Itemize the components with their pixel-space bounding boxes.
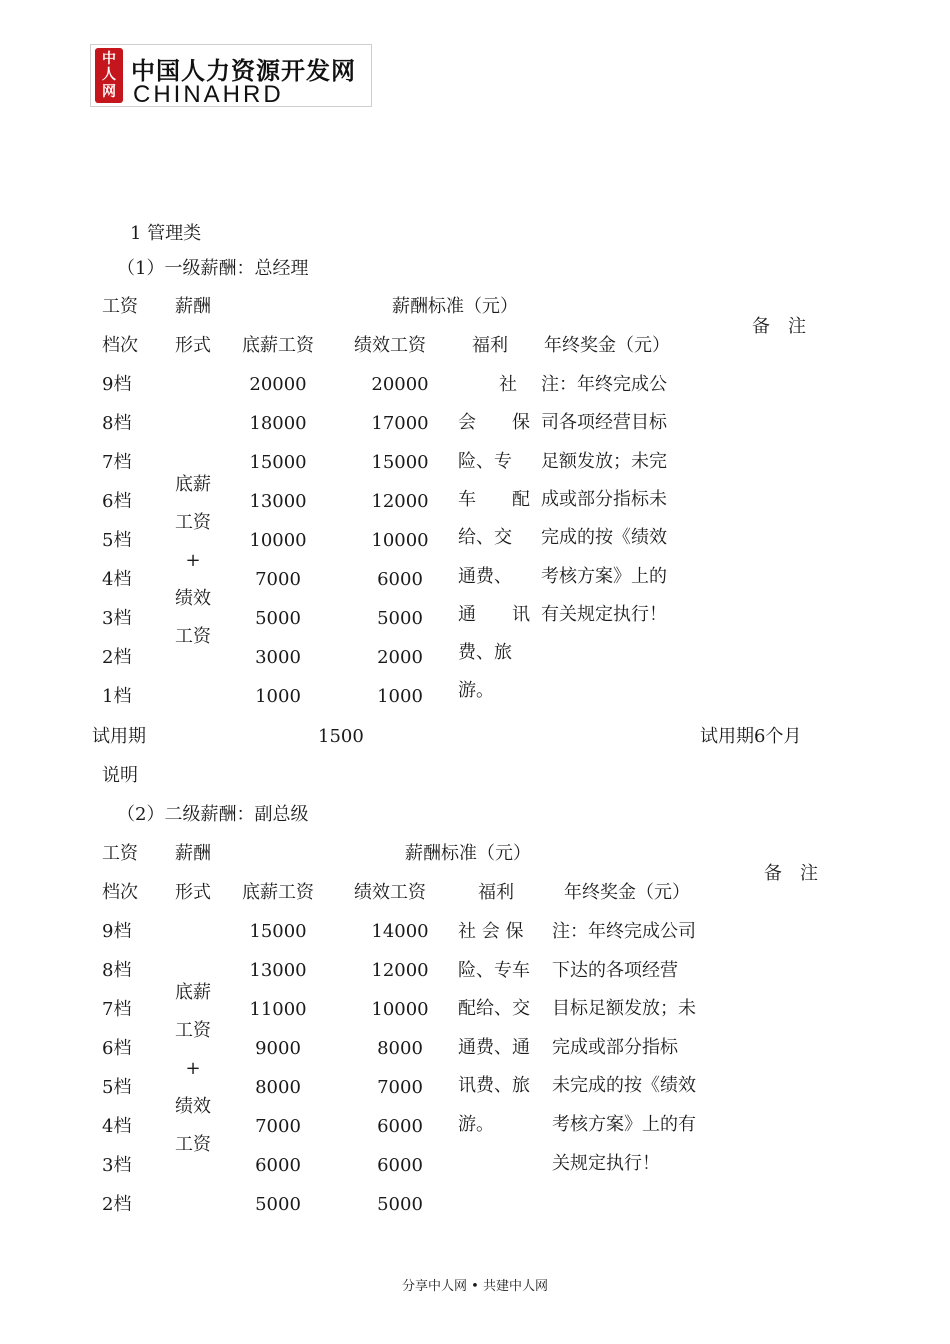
table-row-grade: 2档 [102, 647, 132, 668]
logo-name-en: CHINAHRD [133, 81, 284, 108]
welfare-line: 险、专车 [458, 959, 530, 981]
bonus-note-line: 完成的按《绩效 [541, 527, 667, 549]
col-header-bonus: 年终奖金（元） [544, 335, 670, 356]
table-row-base: 1000 [255, 686, 301, 707]
table-row-grade: 8档 [102, 960, 132, 981]
table-row-perf: 12000 [371, 491, 429, 512]
table-row-base: 7000 [255, 1116, 301, 1137]
s1-probation-note: 试用期6个月 [700, 726, 802, 747]
bonus-note-line: 关规定执行！ [552, 1152, 660, 1174]
table-row-base: 3000 [255, 647, 301, 668]
col-header-grade: 工资 [102, 296, 138, 317]
col-header-welfare: 福利 [472, 335, 508, 356]
col-header-standard: 薪酬标准（元） [392, 296, 518, 317]
table-row-perf: 6000 [377, 1116, 423, 1137]
table-row-base: 10000 [249, 530, 307, 551]
salary-form-line: 工资 [175, 1134, 211, 1155]
table-row-perf: 14000 [371, 921, 429, 942]
table-row-grade: 7档 [102, 452, 132, 473]
table-row-perf: 5000 [377, 1194, 423, 1215]
col-header-form: 薪酬 [175, 843, 211, 864]
table-row-grade: 3档 [102, 1155, 132, 1176]
table-row-base: 8000 [255, 1077, 301, 1098]
bonus-note-line: 成或部分指标未 [541, 488, 667, 510]
table-row-grade: 5档 [102, 530, 132, 551]
table-row-perf: 10000 [371, 530, 429, 551]
page-footer: 分享中人网 • 共建中人网 [402, 1279, 548, 1294]
col-header-grade: 工资 [102, 843, 138, 864]
col-header-welfare: 福利 [478, 882, 514, 903]
salary-form-line: + [185, 1058, 201, 1079]
welfare-line: 会 保 [458, 412, 530, 434]
salary-form-line: 工资 [175, 512, 211, 533]
table-row-base: 13000 [249, 491, 307, 512]
col-header-perf: 绩效工资 [354, 335, 426, 356]
table-row-perf: 12000 [371, 960, 429, 981]
table-row-grade: 5档 [102, 1077, 132, 1098]
salary-form-line: 绩效 [175, 588, 211, 609]
table-row-grade: 1档 [102, 686, 132, 707]
table-row-grade: 2档 [102, 1194, 132, 1215]
salary-form-line: 绩效 [175, 1096, 211, 1117]
salary-form-line: 工资 [175, 626, 211, 647]
col-header-grade-2: 档次 [102, 335, 138, 356]
col-header-grade-2: 档次 [102, 882, 138, 903]
table-row-grade: 6档 [102, 1038, 132, 1059]
table-row-base: 15000 [249, 921, 307, 942]
table-row-perf: 8000 [377, 1038, 423, 1059]
s1-subtitle: （1）一级薪酬：总经理 [117, 258, 309, 279]
salary-form-line: 底薪 [175, 474, 211, 495]
table-row-base: 18000 [249, 413, 307, 434]
welfare-line: 社 [499, 374, 517, 395]
col-header-base: 底薪工资 [242, 882, 314, 903]
col-header-form: 薪酬 [175, 296, 211, 317]
welfare-line: 费、旅 [458, 642, 512, 664]
welfare-line: 社 会 保 [458, 921, 524, 942]
table-row-perf: 17000 [371, 413, 429, 434]
col-header-bonus: 年终奖金（元） [564, 882, 690, 903]
s1-probation-label2: 说明 [102, 765, 138, 786]
table-row-perf: 10000 [371, 999, 429, 1020]
section-title: 1 管理类 [130, 223, 202, 244]
s1-probation-value: 1500 [318, 726, 364, 747]
bonus-note-line: 未完成的按《绩效 [552, 1075, 696, 1097]
table-row-perf: 6000 [377, 1155, 423, 1176]
table-row-grade: 4档 [102, 569, 132, 590]
bonus-note-line: 完成或部分指标 [552, 1036, 678, 1058]
bonus-note-line: 司各项经营目标 [541, 412, 667, 434]
table-row-base: 7000 [255, 569, 301, 590]
s2-subtitle: （2）二级薪酬：副总级 [117, 804, 309, 825]
salary-form-line: 工资 [175, 1020, 211, 1041]
welfare-line: 游。 [458, 1114, 494, 1135]
table-row-base: 5000 [255, 1194, 301, 1215]
table-row-base: 6000 [255, 1155, 301, 1176]
bonus-note-line: 考核方案》上的有 [552, 1114, 696, 1135]
bonus-note-line: 注：年终完成公 [541, 374, 667, 395]
col-header-form-2: 形式 [175, 882, 211, 903]
welfare-line: 讯费、旅 [458, 1075, 530, 1097]
table-row-perf: 6000 [377, 569, 423, 590]
salary-form-line: 底薪 [175, 982, 211, 1003]
welfare-line: 配给、交 [458, 998, 530, 1020]
bonus-note-line: 目标足额发放；未 [552, 998, 696, 1020]
welfare-line: 险、专 [458, 450, 512, 472]
col-header-form-2: 形式 [175, 335, 211, 356]
logo-seal-char: 人 [102, 67, 116, 84]
logo-seal-char: 中 [102, 51, 116, 68]
table-row-perf: 7000 [377, 1077, 423, 1098]
salary-form-line: + [185, 550, 201, 571]
col-header-perf: 绩效工资 [354, 882, 426, 903]
table-row-grade: 4档 [102, 1116, 132, 1137]
welfare-line: 游。 [458, 680, 494, 702]
welfare-line: 给、交 [458, 527, 512, 549]
table-row-perf: 20000 [371, 374, 429, 395]
logo-name-cn: 中国人力资源开发网 [131, 57, 356, 85]
col-header-remark: 备 注 [752, 316, 806, 337]
s1-probation-label: 试用期 [92, 726, 146, 747]
table-row-grade: 3档 [102, 608, 132, 629]
col-header-standard: 薪酬标准（元） [405, 843, 531, 864]
table-row-grade: 9档 [102, 921, 132, 942]
bonus-note-line: 足额发放；未完 [541, 450, 667, 472]
table-row-grade: 9档 [102, 374, 132, 395]
table-row-grade: 6档 [102, 491, 132, 512]
table-row-base: 9000 [255, 1038, 301, 1059]
table-row-base: 5000 [255, 608, 301, 629]
welfare-line: 车 配 [458, 488, 530, 510]
bonus-note-line: 注：年终完成公司 [552, 921, 696, 942]
table-row-base: 20000 [249, 374, 307, 395]
welfare-line: 通费、 [458, 565, 512, 587]
table-row-base: 11000 [249, 999, 307, 1020]
table-row-perf: 5000 [377, 608, 423, 629]
welfare-line: 通 讯 [458, 603, 530, 625]
bonus-note-line: 考核方案》上的 [541, 565, 667, 587]
welfare-line: 通费、通 [458, 1036, 530, 1058]
col-header-base: 底薪工资 [242, 335, 314, 356]
table-row-base: 15000 [249, 452, 307, 473]
table-row-perf: 1000 [377, 686, 423, 707]
table-row-base: 13000 [249, 960, 307, 981]
bonus-note-line: 有关规定执行！ [541, 603, 667, 625]
table-row-perf: 15000 [371, 452, 429, 473]
table-row-grade: 7档 [102, 999, 132, 1020]
bonus-note-line: 下达的各项经营 [552, 959, 678, 981]
logo-seal [95, 48, 123, 103]
table-row-grade: 8档 [102, 413, 132, 434]
logo-seal-char: 网 [102, 83, 116, 100]
table-row-perf: 2000 [377, 647, 423, 668]
chinahrd-logo [90, 44, 372, 107]
col-header-remark: 备 注 [764, 863, 818, 884]
